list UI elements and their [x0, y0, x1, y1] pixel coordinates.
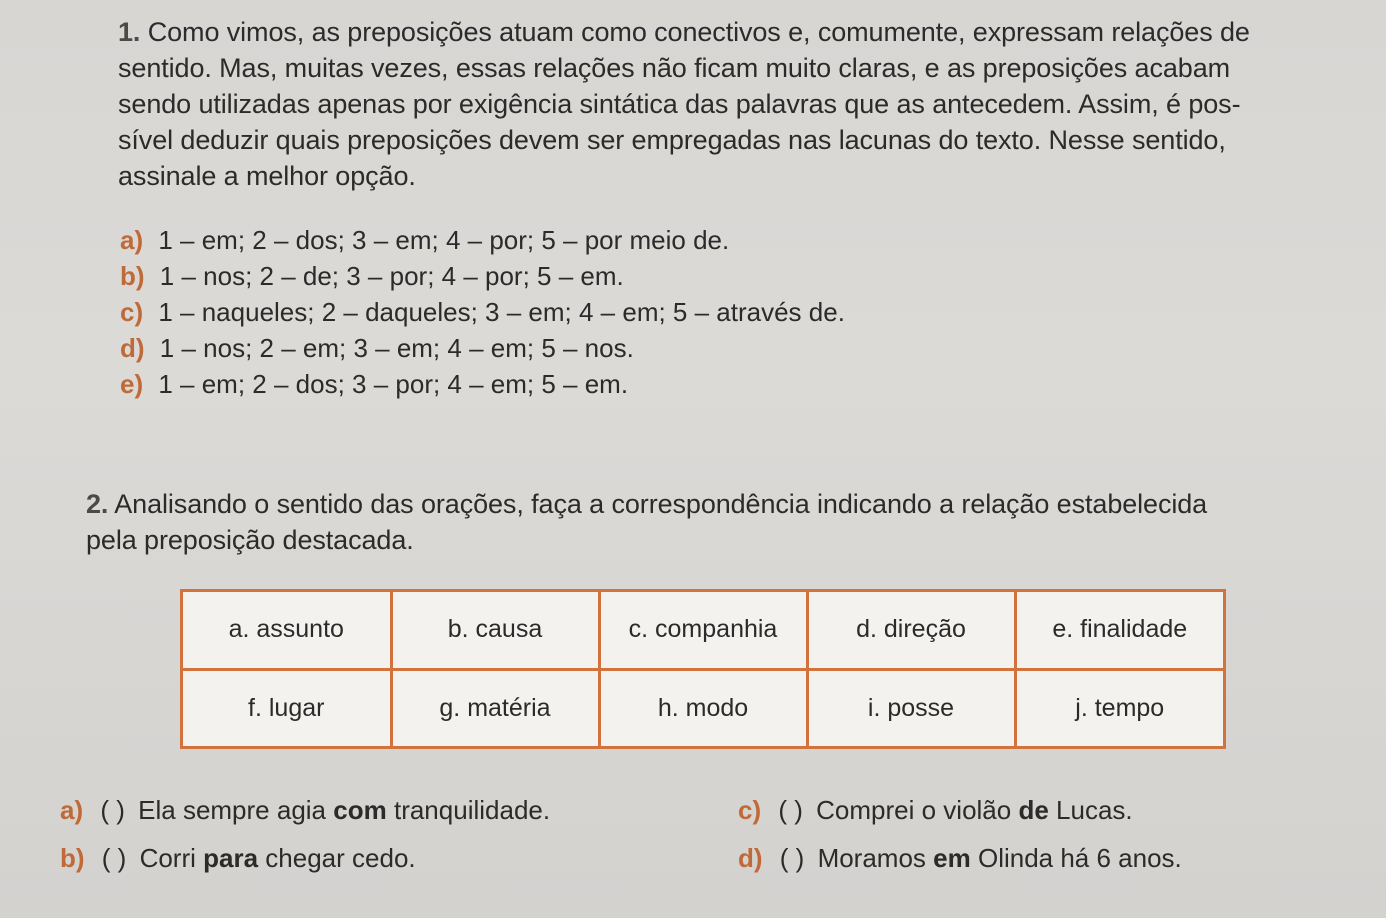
sentence-text: Ela sempre agia: [138, 795, 327, 825]
option-letter: c): [120, 297, 144, 327]
question-1-line: [118, 14, 1348, 50]
table-row: [183, 592, 1223, 669]
question-1-line: sentido. Mas, muitas vezes, essas relações não ficam muito claras, e as preposições acabam: [118, 53, 1231, 83]
answer-blank[interactable]: ( ): [778, 795, 803, 825]
answer-options: [120, 222, 845, 402]
sentence-text: Moramos: [817, 843, 926, 873]
sentence-item: [60, 786, 550, 834]
sentence-text: Olinda há 6 anos.: [977, 843, 1182, 873]
answer-blank[interactable]: ( ): [100, 795, 125, 825]
question-1-line: sível deduzir quais preposições devem ser empregadas nas lacunas do texto. Nesse sentido,: [118, 125, 1226, 155]
sentence-item: [738, 834, 1182, 882]
question-2-line: pela preposição destacada.: [86, 525, 414, 555]
option-letter: b): [120, 261, 145, 291]
table-cell: b. causa: [391, 592, 599, 669]
question-1: [118, 14, 1348, 194]
sentence-text: Corri: [139, 843, 196, 873]
highlighted-preposition: para: [203, 843, 259, 873]
table-cell: d. direção: [807, 592, 1015, 669]
sentence-letter: d): [738, 843, 763, 873]
question-1-line: assinale a melhor opção.: [118, 161, 416, 191]
table-cell: c. companhia: [599, 592, 807, 669]
table-cell: g. matéria: [391, 669, 599, 746]
highlighted-preposition: em: [933, 843, 971, 873]
option-letter: d): [120, 333, 145, 363]
sentences-left-column: [60, 786, 550, 882]
table-cell: a. assunto: [183, 592, 391, 669]
table-cell: h. modo: [599, 669, 807, 746]
sentence-letter: b): [60, 843, 85, 873]
sentence-text: tranquilidade.: [393, 795, 551, 825]
option-text: 1 – naqueles; 2 – daqueles; 3 – em; 4 – em; 5 – através de.: [158, 297, 845, 327]
table-cell: e. finalidade: [1015, 592, 1223, 669]
question-1-line: sendo utilizadas apenas por exigência sintática das palavras que as antecedem. Assim, é pos-: [118, 89, 1241, 119]
question-1-text: Como vimos, as preposições atuam como conectivos e, comumente, expressam relações de: [147, 17, 1250, 47]
question-2-text: Analisando o sentido das orações, faça a correspondência indicando a relação estabelecida: [114, 489, 1208, 519]
option-text: 1 – em; 2 – dos; 3 – por; 4 – em; 5 – em.: [158, 369, 629, 399]
sentences-right-column: [738, 786, 1182, 882]
sentence-text: Comprei o violão: [816, 795, 1012, 825]
sentence-letter: a): [60, 795, 84, 825]
answer-option[interactable]: [120, 222, 845, 258]
highlighted-preposition: com: [333, 795, 387, 825]
question-2-line: [86, 486, 1346, 522]
question-2: [86, 486, 1346, 558]
sentence-text: Lucas.: [1056, 795, 1133, 825]
sentence-item: [60, 834, 550, 882]
option-text: 1 – nos; 2 – de; 3 – por; 4 – por; 5 – em.: [159, 261, 624, 291]
option-text: 1 – em; 2 – dos; 3 – em; 4 – por; 5 – por meio de.: [158, 225, 730, 255]
option-letter: e): [120, 369, 144, 399]
answer-option[interactable]: [120, 258, 845, 294]
table-row: [183, 669, 1223, 746]
sentence-text: chegar cedo.: [265, 843, 416, 873]
answer-blank[interactable]: ( ): [779, 843, 805, 873]
highlighted-preposition: de: [1018, 795, 1049, 825]
answer-option[interactable]: [120, 294, 845, 330]
option-letter: a): [120, 225, 144, 255]
relations-table: [180, 589, 1226, 749]
answer-blank[interactable]: ( ): [101, 843, 127, 873]
table-cell: f. lugar: [183, 669, 391, 746]
question-number: 1.: [118, 17, 141, 47]
table-cell: i. posse: [807, 669, 1015, 746]
table-cell: j. tempo: [1015, 669, 1223, 746]
option-text: 1 – nos; 2 – em; 3 – em; 4 – em; 5 – nos.: [159, 333, 634, 363]
sentence-letter: c): [738, 795, 762, 825]
answer-option[interactable]: [120, 330, 845, 366]
answer-option[interactable]: [120, 366, 845, 402]
sentence-item: [738, 786, 1182, 834]
question-number: 2.: [86, 489, 109, 519]
